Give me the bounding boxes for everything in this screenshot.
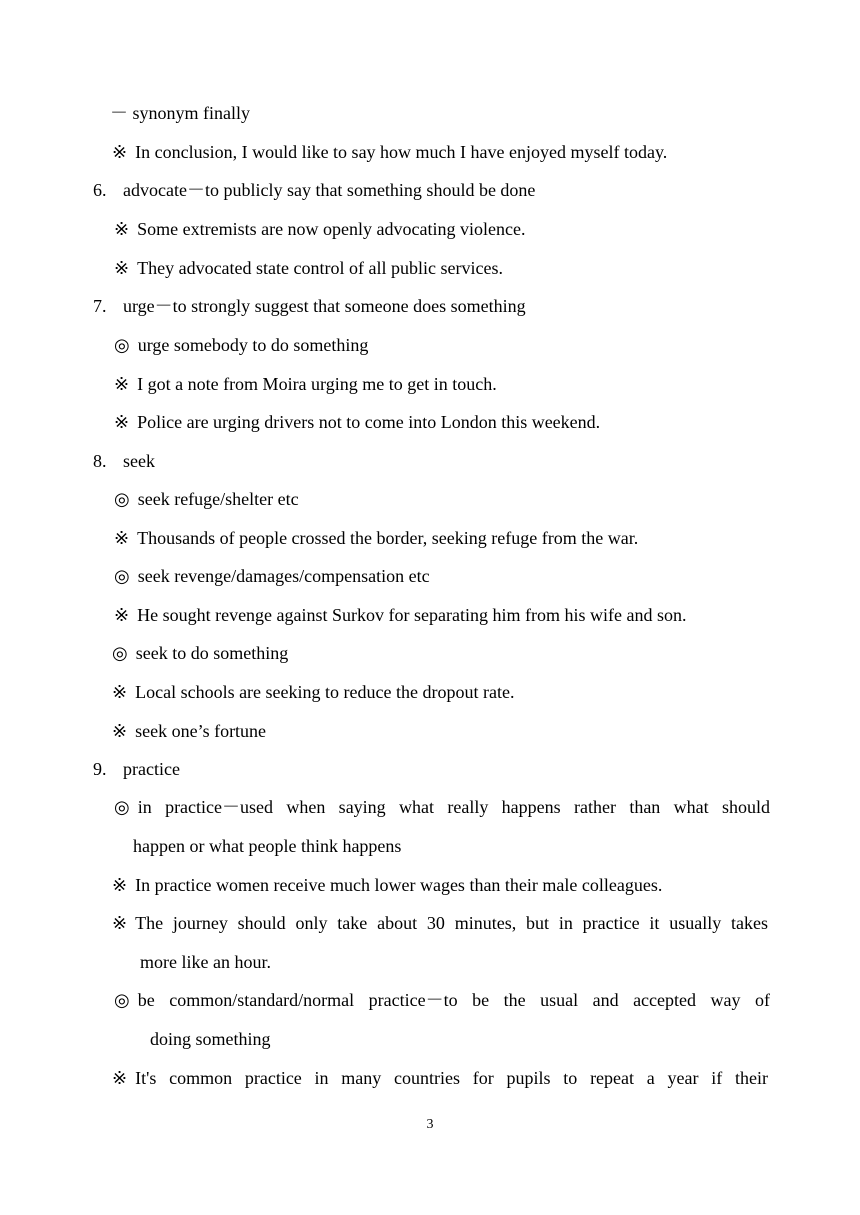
line-text: They advocated state control of all public services.: [137, 258, 503, 278]
entry-number: 8.: [93, 451, 107, 471]
example-line: [114, 256, 503, 280]
example-line: [114, 526, 638, 550]
example-line: [114, 410, 600, 434]
line-text: It's common practice in many countries for pupils to repeat a year if their: [135, 1068, 768, 1088]
phrase-line: [114, 487, 299, 511]
reference-mark: ※: [114, 374, 130, 394]
continuation-line: [133, 834, 401, 858]
continuation-line: [140, 950, 271, 974]
line-text: － synonym finally: [110, 103, 250, 123]
reference-mark: ※: [112, 721, 128, 741]
line-text: urge somebody to do something: [137, 335, 369, 355]
entry-heading: [93, 757, 180, 781]
phrase-mark: ◎: [112, 643, 128, 663]
phrase-mark: ◎: [114, 335, 130, 355]
line-text: Police are urging drivers not to come into London this weekend.: [137, 412, 601, 432]
example-line: [112, 140, 667, 164]
line-text: more like an hour.: [140, 952, 271, 972]
reference-mark: ※: [112, 682, 128, 702]
line-text: seek refuge/shelter etc: [137, 489, 299, 509]
line-text: in practice－used when saying what really happens rather than what should: [137, 797, 770, 817]
line-text: Thousands of people crossed the border, seeking refuge from the war.: [137, 528, 639, 548]
reference-mark: ※: [114, 258, 130, 278]
reference-mark: ※: [112, 1068, 128, 1088]
line-text: Some extremists are now openly advocating violence.: [137, 219, 526, 239]
reference-mark: ※: [114, 219, 130, 239]
phrase-mark: ◎: [114, 566, 130, 586]
line-text: seek one’s fortune: [135, 721, 267, 741]
phrase-mark: ◎: [114, 990, 130, 1010]
phrase-line: [114, 564, 430, 588]
example-line: [112, 911, 768, 935]
reference-mark: ※: [114, 605, 130, 625]
phrase-line: [114, 988, 770, 1012]
entry-heading: [93, 294, 526, 318]
reference-mark: ※: [114, 528, 130, 548]
reference-mark: ※: [112, 875, 128, 895]
reference-mark: ※: [112, 142, 128, 162]
phrase-mark: ◎: [114, 489, 130, 509]
reference-mark: ※: [112, 913, 128, 933]
line-text: be common/standard/normal practice－to be the usual and accepted way of: [137, 990, 770, 1010]
line-text: practice: [123, 759, 180, 779]
line-text: advocate－to publicly say that something should be done: [123, 180, 536, 200]
line-text: I got a note from Moira urging me to get in touch.: [137, 374, 497, 394]
example-line: [114, 217, 525, 241]
line-text: He sought revenge against Surkov for separating him from his wife and son.: [137, 605, 687, 625]
example-line: [114, 603, 686, 627]
example-line: [114, 372, 497, 396]
entry-number: 6.: [93, 180, 107, 200]
phrase-line: [114, 795, 770, 819]
page-number: 3: [426, 1117, 434, 1132]
line-text: In practice women receive much lower wages than their male colleagues.: [135, 875, 663, 895]
example-line: [112, 873, 662, 897]
line-text: Local schools are seeking to reduce the dropout rate.: [135, 682, 515, 702]
example-line: [112, 719, 266, 743]
phrase-mark: ◎: [114, 797, 130, 817]
entry-number: 7.: [93, 296, 107, 316]
line-text: urge－to strongly suggest that someone does something: [123, 296, 526, 316]
line-text: seek revenge/damages/compensation etc: [137, 566, 430, 586]
reference-mark: ※: [114, 412, 130, 432]
example-line: [112, 1066, 768, 1090]
phrase-line: [112, 641, 288, 665]
line-text: The journey should only take about 30 minutes, but in practice it usually takes: [135, 913, 768, 933]
continuation-line: [150, 1027, 271, 1051]
text-line: [110, 101, 250, 125]
line-text: In conclusion, I would like to say how much I have enjoyed myself today.: [135, 142, 668, 162]
entry-heading: [93, 178, 535, 202]
entry-heading: [93, 449, 155, 473]
entry-number: 9.: [93, 759, 107, 779]
example-line: [112, 680, 514, 704]
line-text: seek to do something: [135, 643, 289, 663]
line-text: seek: [123, 451, 155, 471]
phrase-line: [114, 333, 368, 357]
line-text: happen or what people think happens: [133, 836, 402, 856]
line-text: doing something: [150, 1029, 271, 1049]
